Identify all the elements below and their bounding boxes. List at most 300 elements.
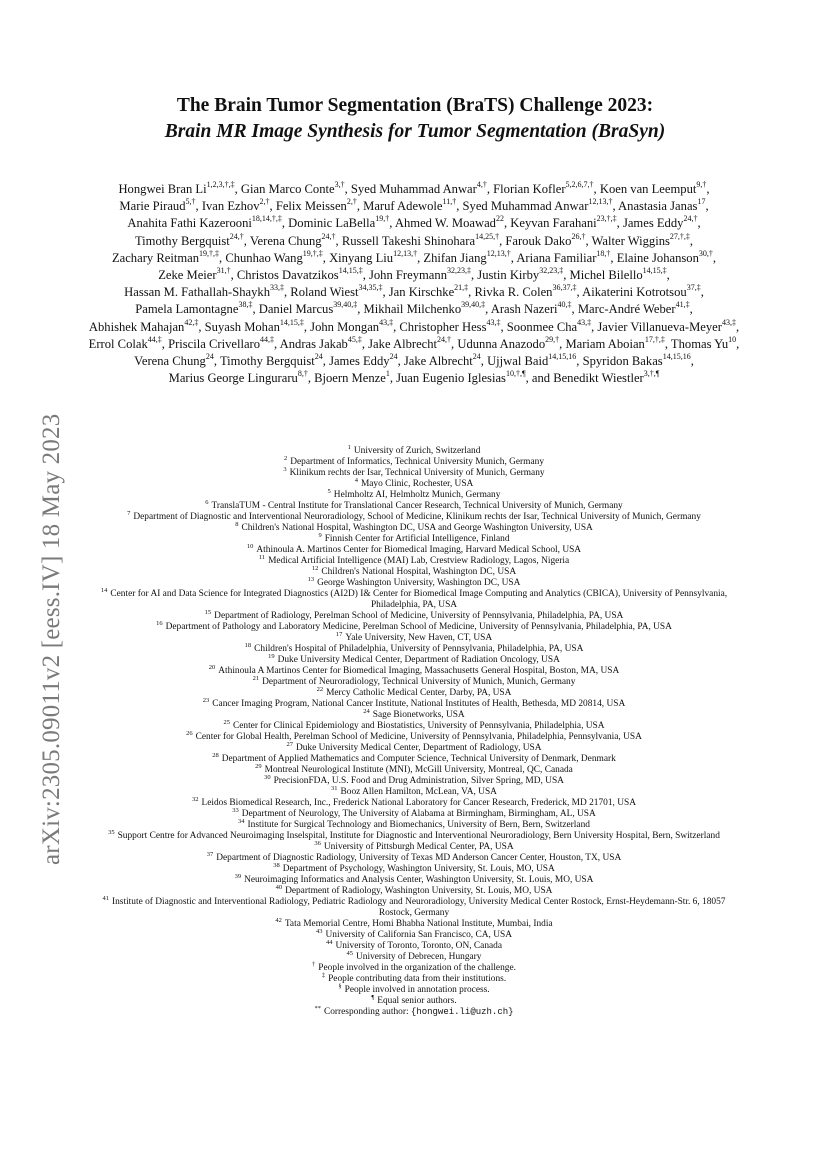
author-affiliation-marks: 18,14,†,‡ bbox=[251, 214, 282, 224]
author-name: Russell Takeshi Shinohara bbox=[341, 233, 476, 248]
author bbox=[618, 199, 705, 213]
author-name: Michel Bilello bbox=[569, 268, 643, 283]
author bbox=[591, 231, 690, 248]
affiliation-text: University of Zurich, Switzerland bbox=[353, 446, 481, 456]
author-name: Jake Albrecht bbox=[368, 336, 438, 351]
author-name: Daniel Marcus bbox=[258, 302, 334, 317]
affiliation bbox=[100, 894, 728, 919]
affiliation bbox=[100, 773, 728, 787]
corresponding-label: Corresponding author: bbox=[323, 1007, 409, 1017]
affiliation bbox=[100, 465, 728, 479]
author-affiliation-marks: 23,†,‡ bbox=[596, 214, 617, 224]
affiliation-number: 16 bbox=[156, 619, 163, 627]
affiliation bbox=[100, 531, 728, 545]
author-name: Hongwei Bran Li bbox=[118, 182, 207, 196]
author-name: Jan Kirschke bbox=[388, 285, 455, 300]
affiliation-number: 33 bbox=[232, 806, 239, 814]
arxiv-identifier-stamp bbox=[18, 265, 65, 865]
affiliation bbox=[100, 850, 728, 864]
affiliation-number: 40 bbox=[275, 883, 283, 891]
author bbox=[516, 248, 611, 265]
affiliation-text: Mayo Clinic, Rochester, USA bbox=[360, 479, 474, 489]
affiliation-text: Cancer Imaging Program, National Cancer Institute, National Institutes of Health, Bethesda, MD 20814, USA bbox=[212, 699, 626, 709]
author-affiliation-marks: 43,‡ bbox=[577, 317, 592, 327]
author bbox=[288, 216, 389, 230]
affiliation-text: Department of Applied Mathematics and Computer Science, Technical University of Denmark, Denmark bbox=[221, 754, 616, 764]
affiliation bbox=[100, 553, 728, 567]
author-affiliation-marks: 22 bbox=[495, 214, 504, 224]
author-affiliation-marks: 21,‡ bbox=[454, 283, 469, 293]
affiliation bbox=[100, 740, 728, 754]
author-name: Syed Muhammad Anwar bbox=[462, 199, 589, 214]
author-affiliation-marks: 30,† bbox=[698, 248, 713, 258]
author bbox=[329, 354, 398, 368]
affiliation-text: Medical Artificial Intelligence (MAI) Lab, Crestview Radiology, Lagos, Nigeria bbox=[268, 556, 570, 566]
author-affiliation-marks: 34,35,‡ bbox=[358, 283, 383, 293]
affiliation-number: 31 bbox=[331, 784, 338, 792]
footnote-symbol: ‡ bbox=[321, 971, 326, 979]
affiliation-number: 42 bbox=[275, 916, 282, 924]
affiliation bbox=[100, 718, 728, 732]
author-affiliation-marks: 26,† bbox=[571, 231, 586, 241]
author-name: Timothy Bergquist bbox=[134, 233, 230, 248]
affiliation-text: Center for Clinical Epidemiology and Biostatistics, University of Pennsylvania, Philadelphia, USA bbox=[232, 721, 605, 731]
affiliation-text: Department of Psychology, Washington University, St. Louis, MO, USA bbox=[282, 864, 555, 874]
author bbox=[290, 285, 382, 299]
author-affiliation-marks: 19,†,‡ bbox=[199, 248, 220, 258]
author-affiliation-marks: 24 bbox=[472, 352, 481, 362]
affiliation-text: PrecisionFDA, U.S. Food and Drug Administration, Silver Spring, MD, USA bbox=[273, 776, 564, 786]
affiliation-number: 24 bbox=[363, 707, 370, 715]
arxiv-stamp-text: arXiv:2305.09011v2 [eess.IV] 18 May 2023 bbox=[38, 413, 65, 865]
author bbox=[168, 334, 275, 351]
affiliation bbox=[100, 630, 728, 644]
corresponding-email[interactable]: {hongwei.li@uzh.ch} bbox=[410, 1007, 514, 1017]
author bbox=[364, 302, 486, 316]
author bbox=[477, 268, 563, 282]
affiliation-number: 28 bbox=[212, 751, 219, 759]
affiliation bbox=[100, 795, 728, 809]
affiliation bbox=[100, 586, 728, 611]
author-affiliation-marks: 12,13,† bbox=[393, 248, 418, 258]
author bbox=[111, 248, 220, 265]
affiliation-number: 1 bbox=[347, 443, 351, 451]
affiliation-text: Center for Global Health, Perelman School of Medicine, University of Pennsylvania, Philadelphia, Pennsylvania, USA bbox=[195, 732, 642, 742]
author-affiliation-marks: 14,15,16 bbox=[662, 352, 691, 362]
affiliation-text: Support Centre for Advanced Neuroimaging Inselspital, Institute for Diagnostic and Interventional Neuroradiology, Bern University Hospital, Bern, Switzerland bbox=[117, 831, 720, 841]
author-affiliation-marks: 45,‡ bbox=[347, 334, 362, 344]
author-name: Christos Davatzikos bbox=[236, 268, 339, 283]
author-name: Elaine Johanson bbox=[616, 250, 699, 265]
author-list: Hongwei Bran $Li^{1,2,3,\dagger,\ddagger}$, Gian Marco Conte$^{3,\dagger}$, Syed Muhammad Anwar$^{4,\dagger}$, Florian Kofler$^{5,2,6,7,\dagger}$, Koen van Leemput$^{9,\dagger}$, Marie Piraud$^{5,\dagger}$, Ivan Ezhov$^{2,\dagger}$, Felix Meissen$^{2,\dagger}$, Maruf Adewole$^{11,\dagger}$, Syed Muhammad Anwar$^{12,13,\dagger}$, Anastasia Janas$^{17}$, Anahita Fathi Kazerooni$^{18,14,\dagger,\ddagger}$, Dominic LaBella$^{19,\dagger}$, Ahmed W. Moawad$^{22}$, Keyvan Farahani$^{23,\dagger,\ddagger}$, James Eddy$^{24,\dagger}$, Timothy Bergquist$^{24,\dagger}$, Verena Chung$^{24,\dagger}$, Russell Takeshi Shinohara$^{14,25,\dagger}$, Farouk Dako$^{26,\dagger}$, Walter Wiggins$^{27,\dagger,\ddagger}$, Zachary Reitman$^{19,\dagger,\ddagger}$, Chunhao Wang$^{19,\dagger,\ddagger}$, Xinyang Liu$^{12,13,\dagger}$, Zhifan Jiang$^{12,13,\dagger}$, Ariana Familiar$^{18,\dagger}$, Elaine Johanson$^{30,\dagger}$, Zeke Meier$^{31,\dagger}$, Christos Davatzikos$^{14,15,\ddagger}$, John Freymann$^{32,23,\ddagger}$, Justin Kirby$^{32,23,\ddagger}$, Michel Bilello$^{14,15,\ddagger}$, Hassan M. Fathallah-Shaykh$^{33,\ddagger}$, Roland Wiest$^{34,35,\ddagger}$, Jan Kirschke$^{21,\ddagger}$, Rivka R. Colen$^{36,37,\ddagger}$, Aikaterini Kotrotsou$^{37,\ddagger}$, Pamela Lamontagne$^{38,\ddagger}$, Daniel Marcus$^{39,40,\ddagger}$, Mikhail Milchenko$^{39,40,\ddagger}$, Arash Nazeri$^{40,\ddagger}$, Marc-André Weber$^{41,\ddagger}$, Abhishek Mahajan$^{42,\ddagger}$, Suyash Mohan$^{14,15,\ddagger}$, John Mongan$^{43,\ddagger}$, Christopher Hess$^{43,\ddagger}$, Soonmee Cha$^{43,\ddagger}$, Javier Villanueva-Meyer$^{43,\ddagger}$, Errol Colak$^{44,\ddagger}$, Priscila Crivellaro$^{44,\ddagger}$, Andras Jakab$^{45,\ddagger}$, Jake Albrecht$^{24,\dagger}$, Udunna Anazodo$^{29,\dagger}$, Mariam Aboian$^{17,\dagger,\ddagger}$, Thomas Yu$^{10}$, Verena Chung$^{24}$, Timothy Bergquist$^{24}$, James Eddy$^{24}$, Jake Albrecht$^{24}$, Ujjwal Baid$^{14,15,16}$, Spyridon Bakas$^{14,15,16}$, Marius George Linguraru$^{8,\dagger}$, Bjoern Menze$^1$, Juan Eugenio Iglesias$^{10,\dagger,\P}$, and Benedikt Wiestler$^{3,\dagger,\P}$ bbox=[88, 180, 740, 386]
author bbox=[88, 334, 162, 351]
affiliation-text: Booz Allen Hamilton, McLean, VA, USA bbox=[340, 787, 497, 797]
author-name: Mikhail Milchenko bbox=[363, 302, 462, 317]
affiliation-number: 22 bbox=[316, 685, 324, 693]
affiliation bbox=[100, 762, 728, 776]
author bbox=[127, 216, 282, 230]
author-name: Rivka R. Colen bbox=[474, 285, 553, 300]
author bbox=[597, 317, 736, 334]
author-affiliation-marks: 17,†,‡ bbox=[644, 334, 665, 344]
footnote-text: People involved in annotation process. bbox=[344, 985, 490, 995]
author bbox=[135, 302, 252, 316]
author-name: Pamela Lamontagne bbox=[135, 302, 239, 317]
footnote-text: Equal senior authors. bbox=[377, 996, 457, 1006]
affiliation bbox=[100, 619, 728, 633]
author-name: Spyridon Bakas bbox=[582, 354, 663, 369]
author-affiliation-marks: 27,†,‡ bbox=[669, 231, 690, 241]
affiliation-number: 23 bbox=[202, 696, 210, 704]
author-name: Zhifan Jiang bbox=[423, 250, 487, 265]
author-name: Zachary Reitman bbox=[111, 250, 200, 265]
author-name: Verena Chung bbox=[134, 354, 206, 369]
author bbox=[329, 248, 418, 265]
author-name: John Freymann bbox=[368, 268, 447, 283]
affiliation-text: Department of Neurology, The University of Alabama at Birmingham, Birmingham, AL, USA bbox=[241, 809, 596, 819]
affiliation-text: Institute of Diagnostic and Interventional Radiology, Pediatric Radiology and Neuroradiology, University Medical Center Rostock, Ernst-Heydemann-Str. 6, 18057 Rostock, Germany bbox=[112, 897, 726, 918]
author-affiliation-marks: 14,25,† bbox=[475, 231, 500, 241]
affiliation bbox=[100, 872, 728, 886]
affiliation-text: Helmholtz AI, Helmholtz Munich, Germany bbox=[333, 490, 501, 500]
author-affiliation-marks: 24 bbox=[314, 352, 323, 362]
footnote bbox=[100, 993, 728, 1007]
author-affiliation-marks: 24,† bbox=[229, 231, 244, 241]
affiliation bbox=[100, 575, 728, 589]
author bbox=[119, 199, 195, 213]
author bbox=[249, 231, 336, 248]
affiliation-text: Department of Diagnostic Radiology, University of Texas MD Anderson Cancer Center, Houston, TX, USA bbox=[216, 853, 622, 863]
affiliation-number: 44 bbox=[325, 938, 333, 946]
affiliation bbox=[100, 927, 728, 941]
author-name: Abhishek Mahajan bbox=[88, 319, 185, 334]
author bbox=[396, 371, 525, 385]
author bbox=[341, 231, 500, 248]
affiliation-text: Department of Diagnostic and Interventional Neuroradiology, School of Medicine, Klinikum rechts der Isar, Technical University of Munich, Germany bbox=[133, 512, 701, 522]
author-affiliation-marks: 24,† bbox=[683, 214, 698, 224]
affiliation-text: University of Debrecen, Hungary bbox=[356, 952, 482, 962]
title-block bbox=[90, 93, 740, 145]
affiliation-number: 8 bbox=[235, 520, 239, 528]
author bbox=[423, 248, 511, 265]
author-affiliation-marks: 24,† bbox=[437, 334, 452, 344]
author-name: John Mongan bbox=[310, 319, 380, 334]
author-affiliation-marks: 1 bbox=[385, 369, 390, 379]
author bbox=[204, 317, 304, 334]
author bbox=[582, 285, 701, 299]
author-affiliation-marks: 19,† bbox=[375, 214, 390, 224]
footnote-symbol: § bbox=[338, 982, 342, 990]
author-name: Roland Wiest bbox=[290, 285, 359, 300]
author-affiliation-marks: 32,23,‡ bbox=[447, 266, 471, 276]
affiliation-text: Department of Neuroradiology, Technical University of Munich, Munich, Germany bbox=[262, 677, 576, 687]
author-affiliation-marks: 29,† bbox=[545, 334, 560, 344]
author bbox=[578, 302, 690, 316]
author bbox=[134, 354, 214, 368]
author bbox=[474, 285, 576, 299]
author-name: Ahmed W. Moawad bbox=[394, 216, 496, 231]
affiliation-number: 27 bbox=[286, 740, 293, 748]
footnote-symbol: ¶ bbox=[371, 993, 375, 1001]
affiliation-text: University of Toronto, Toronto, ON, Canada bbox=[335, 941, 503, 951]
affiliation-text: TranslaTUM - Central Institute for Translational Cancer Research, Technical University of Munich, Germany bbox=[211, 501, 623, 511]
affiliation bbox=[100, 839, 728, 853]
affiliation-text: George Washington University, Washington DC, USA bbox=[317, 578, 521, 588]
author-name: Marius George Linguraru bbox=[168, 371, 298, 386]
author bbox=[314, 371, 390, 385]
author bbox=[88, 317, 199, 334]
author-name: Jake Albrecht bbox=[403, 354, 473, 369]
author-name: Javier Villanueva-Meyer bbox=[597, 319, 722, 334]
affiliation bbox=[100, 564, 728, 578]
author-name: Anahita Fathi Kazerooni bbox=[127, 216, 252, 231]
author bbox=[600, 182, 707, 196]
author-affiliation-marks: 37,‡ bbox=[686, 283, 701, 293]
author bbox=[457, 334, 560, 351]
affiliation bbox=[100, 652, 728, 666]
author-name: Felix Meissen bbox=[275, 199, 347, 214]
author-affiliation-marks: 17 bbox=[697, 197, 706, 207]
affiliation bbox=[100, 443, 728, 457]
author bbox=[276, 199, 357, 213]
affiliation-number: 32 bbox=[192, 795, 199, 803]
affiliation-number: 12 bbox=[311, 564, 319, 572]
affiliation-number: 20 bbox=[208, 663, 216, 671]
affiliation bbox=[100, 817, 728, 831]
affiliation-number: 26 bbox=[186, 729, 193, 737]
author bbox=[670, 334, 737, 351]
affiliation-number: 14 bbox=[100, 586, 108, 594]
author-affiliation-marks: 24,† bbox=[321, 231, 336, 241]
affiliation-number: 18 bbox=[244, 641, 252, 649]
author-affiliation-marks: 24 bbox=[205, 352, 214, 362]
affiliation bbox=[100, 608, 728, 622]
affiliation bbox=[100, 828, 728, 842]
affiliation bbox=[100, 498, 728, 512]
author-name: Maruf Adewole bbox=[363, 199, 443, 214]
author bbox=[369, 268, 471, 282]
affiliation-text: University of California San Francisco, CA, USA bbox=[325, 930, 512, 940]
affiliation-number: 43 bbox=[316, 927, 323, 935]
affiliation bbox=[100, 685, 728, 699]
author-name: Ivan Ezhov bbox=[201, 199, 260, 214]
author-name: Arash Nazeri bbox=[490, 302, 558, 317]
author bbox=[158, 268, 230, 282]
footnote bbox=[100, 982, 728, 996]
author-name: Zeke Meier bbox=[158, 268, 217, 283]
author-name: Marie Piraud bbox=[119, 199, 186, 214]
footnote-symbol: † bbox=[312, 960, 316, 968]
author-affiliation-marks: 4,† bbox=[476, 180, 487, 190]
author-affiliation-marks: 18,† bbox=[596, 248, 611, 258]
author-affiliation-marks: 12,13,† bbox=[486, 248, 511, 258]
author-affiliation-marks: 19,†,‡ bbox=[302, 248, 323, 258]
author bbox=[395, 216, 504, 230]
author bbox=[623, 216, 698, 230]
footnote-text: People involved in the organization of the challenge. bbox=[318, 963, 516, 973]
affiliation-number: 41 bbox=[102, 894, 109, 902]
affiliation-text: Athinoula A Martinos Center for Biomedical Imaging, Massachusetts General Hospital, Boston, MA, USA bbox=[218, 666, 620, 676]
author-affiliation-marks: 24 bbox=[389, 352, 398, 362]
author bbox=[389, 285, 468, 299]
corresponding-symbol: ** bbox=[314, 1004, 321, 1012]
affiliation-number: 39 bbox=[234, 872, 242, 880]
author-affiliation-marks: 2,† bbox=[346, 197, 357, 207]
author-name: Aikaterini Kotrotsou bbox=[582, 285, 687, 300]
author-name: Bjoern Menze bbox=[314, 371, 386, 386]
author-name: Soonmee Cha bbox=[506, 319, 578, 334]
affiliation-text: Institute for Surgical Technology and Biomechanics, University of Bern, Bern, Switzerland bbox=[247, 820, 590, 830]
author-name: Udunna Anazodo bbox=[457, 336, 546, 351]
author-affiliation-marks: 14,15,16 bbox=[548, 352, 577, 362]
author-affiliation-marks: 32,23,‡ bbox=[539, 266, 564, 276]
affiliation-text: Athinoula A. Martinos Center for Biomedical Imaging, Harvard Medical School, USA bbox=[256, 545, 582, 555]
author-name: Farouk Dako bbox=[505, 233, 572, 248]
author-name: Gian Marco Conte bbox=[240, 182, 335, 196]
affiliation-text: Sage Bionetworks, USA bbox=[372, 710, 465, 720]
author-name: and Benedikt Wiestler bbox=[531, 371, 644, 386]
author-name: Thomas Yu bbox=[670, 336, 729, 351]
author-name: Anastasia Janas bbox=[618, 199, 698, 214]
author bbox=[583, 354, 691, 368]
author bbox=[118, 182, 234, 196]
author bbox=[202, 199, 270, 213]
affiliation bbox=[100, 938, 728, 952]
author-affiliation-marks: 9,† bbox=[696, 180, 707, 190]
affiliation-number: 25 bbox=[223, 718, 230, 726]
affiliation-number: 15 bbox=[204, 608, 212, 616]
affiliation-text: Department of Radiology, Washington University, St. Louis, MO, USA bbox=[285, 886, 553, 896]
affiliation-number: 6 bbox=[205, 498, 209, 506]
author bbox=[463, 199, 613, 213]
corresponding-author bbox=[100, 1004, 728, 1018]
author-affiliation-marks: 41,‡ bbox=[675, 300, 690, 310]
author-affiliation-marks: 38,‡ bbox=[238, 300, 253, 310]
author-affiliation-marks: 43,‡ bbox=[486, 317, 501, 327]
author-affiliation-marks: 3,†,¶ bbox=[643, 369, 660, 379]
author-name: Mariam Aboian bbox=[565, 336, 645, 351]
affiliation-number: 19 bbox=[268, 652, 275, 660]
affiliation-number: 2 bbox=[283, 454, 288, 462]
author bbox=[220, 354, 323, 368]
author bbox=[259, 302, 358, 316]
affiliation-number: 45 bbox=[346, 949, 353, 957]
author bbox=[134, 231, 244, 248]
author-name: Suyash Mohan bbox=[204, 319, 280, 334]
author bbox=[505, 231, 586, 248]
affiliation-text: Duke University Medical Center, Department of Radiation Oncology, USA bbox=[277, 655, 560, 665]
author-affiliation-marks: 44,‡ bbox=[260, 334, 275, 344]
author-affiliation-marks: 33,‡ bbox=[270, 283, 284, 293]
affiliation-text: Department of Pathology and Laboratory Medicine, Perelman School of Medicine, University of Pennsylvania, Philadelphia, PA, USA bbox=[165, 622, 672, 632]
author-name: Hassan M. Fathallah-Shaykh bbox=[124, 285, 270, 300]
author-name: Xinyang Liu bbox=[329, 250, 394, 265]
affiliation-text: Tata Memorial Centre, Homi Bhabha National Institute, Mumbai, India bbox=[284, 919, 553, 929]
author-name: Ujjwal Baid bbox=[487, 354, 549, 369]
affiliation-number: 11 bbox=[258, 553, 266, 561]
author-name: Verena Chung bbox=[249, 233, 322, 248]
affiliation-number: 10 bbox=[246, 542, 254, 550]
affiliation-text: Children's Hospital of Philadelphia, University of Pennsylvania, Philadelphia, PA, USA bbox=[254, 644, 584, 654]
affiliation bbox=[100, 806, 728, 820]
affiliation bbox=[100, 916, 728, 930]
author-affiliation-marks: 40,‡ bbox=[557, 300, 572, 310]
author-name: Errol Colak bbox=[88, 336, 148, 351]
affiliation-text: Finnish Center for Artificial Intelligence, Finland bbox=[324, 534, 510, 544]
author-name: Dominic LaBella bbox=[288, 216, 376, 231]
affiliation-number: 30 bbox=[264, 773, 271, 781]
author-affiliation-marks: 42,‡ bbox=[184, 317, 199, 327]
author-name: Priscila Crivellaro bbox=[168, 336, 261, 351]
author bbox=[532, 371, 660, 385]
affiliation-text: Department of Radiology, Perelman School of Medicine, University of Pennsylvania, Philadelphia, PA, USA bbox=[214, 611, 624, 621]
affiliation-number: 5 bbox=[327, 487, 331, 495]
author-name: Keyvan Farahani bbox=[510, 216, 597, 231]
author-affiliation-marks: 14,15,‡ bbox=[279, 317, 304, 327]
affiliation bbox=[100, 707, 728, 721]
author-affiliation-marks: 10,†,¶ bbox=[505, 369, 526, 379]
author-affiliation-marks: 8,† bbox=[297, 369, 308, 379]
author-name: Justin Kirby bbox=[477, 268, 540, 283]
author-affiliation-marks: 14,15,‡ bbox=[338, 266, 363, 276]
affiliation-text: Montreal Neurological Institute (MNI), McGill University, Montreal, QC, Canada bbox=[264, 765, 573, 775]
author bbox=[565, 334, 665, 351]
affiliation bbox=[100, 674, 728, 688]
paper-subtitle: Brain MR Image Synthesis for Tumor Segmentation (BraSyn) bbox=[164, 121, 666, 142]
affiliation-text: Duke University Medical Center, Department of Radiology, USA bbox=[295, 743, 542, 753]
author-affiliation-marks: 5,2,6,7,† bbox=[565, 180, 594, 190]
author-affiliation-marks: 39,40,‡ bbox=[333, 300, 358, 310]
affiliation-number: 38 bbox=[273, 861, 280, 869]
affiliation-text: Yale University, New Haven, CT, USA bbox=[345, 633, 493, 643]
author bbox=[491, 302, 572, 316]
author-affiliation-marks: 31,† bbox=[216, 266, 231, 276]
affiliation-list bbox=[100, 443, 728, 1018]
author-affiliation-marks: 36,37,‡ bbox=[552, 283, 577, 293]
author-affiliation-marks: 11,† bbox=[442, 197, 457, 207]
affiliation bbox=[100, 487, 728, 501]
footnote bbox=[100, 960, 728, 974]
affiliation-number: 7 bbox=[127, 509, 131, 517]
affiliation bbox=[100, 883, 728, 897]
author bbox=[493, 182, 593, 196]
author bbox=[616, 248, 713, 265]
affiliation-number: 4 bbox=[354, 476, 358, 484]
affiliation bbox=[100, 509, 728, 523]
author-affiliation-marks: 44,‡ bbox=[147, 334, 162, 344]
author bbox=[351, 182, 487, 196]
author-affiliation-marks: 39,40,‡ bbox=[461, 300, 486, 310]
affiliation bbox=[100, 520, 728, 534]
affiliation bbox=[100, 751, 728, 765]
author-affiliation-marks: 3,† bbox=[334, 180, 345, 190]
affiliation-text: Neuroimaging Informatics and Analysis Center, Washington University, St. Louis, MO, USA bbox=[244, 875, 594, 885]
affiliation-number: 37 bbox=[206, 850, 214, 858]
author-affiliation-marks: 14,15,‡ bbox=[642, 266, 667, 276]
author bbox=[124, 285, 284, 299]
author-affiliation-marks: 2,† bbox=[259, 197, 270, 207]
author bbox=[399, 317, 501, 334]
author-affiliation-marks: 43,‡ bbox=[721, 317, 736, 327]
affiliation-text: Children's National Hospital, Washington DC, USA bbox=[321, 567, 517, 577]
author bbox=[310, 317, 394, 334]
affiliation-text: University of Pittsburgh Medical Center, PA, USA bbox=[323, 842, 514, 852]
author bbox=[169, 371, 308, 385]
affiliation-number: 3 bbox=[283, 465, 287, 473]
affiliation-number: 9 bbox=[318, 531, 322, 539]
author bbox=[506, 317, 592, 334]
affiliation bbox=[100, 663, 728, 677]
